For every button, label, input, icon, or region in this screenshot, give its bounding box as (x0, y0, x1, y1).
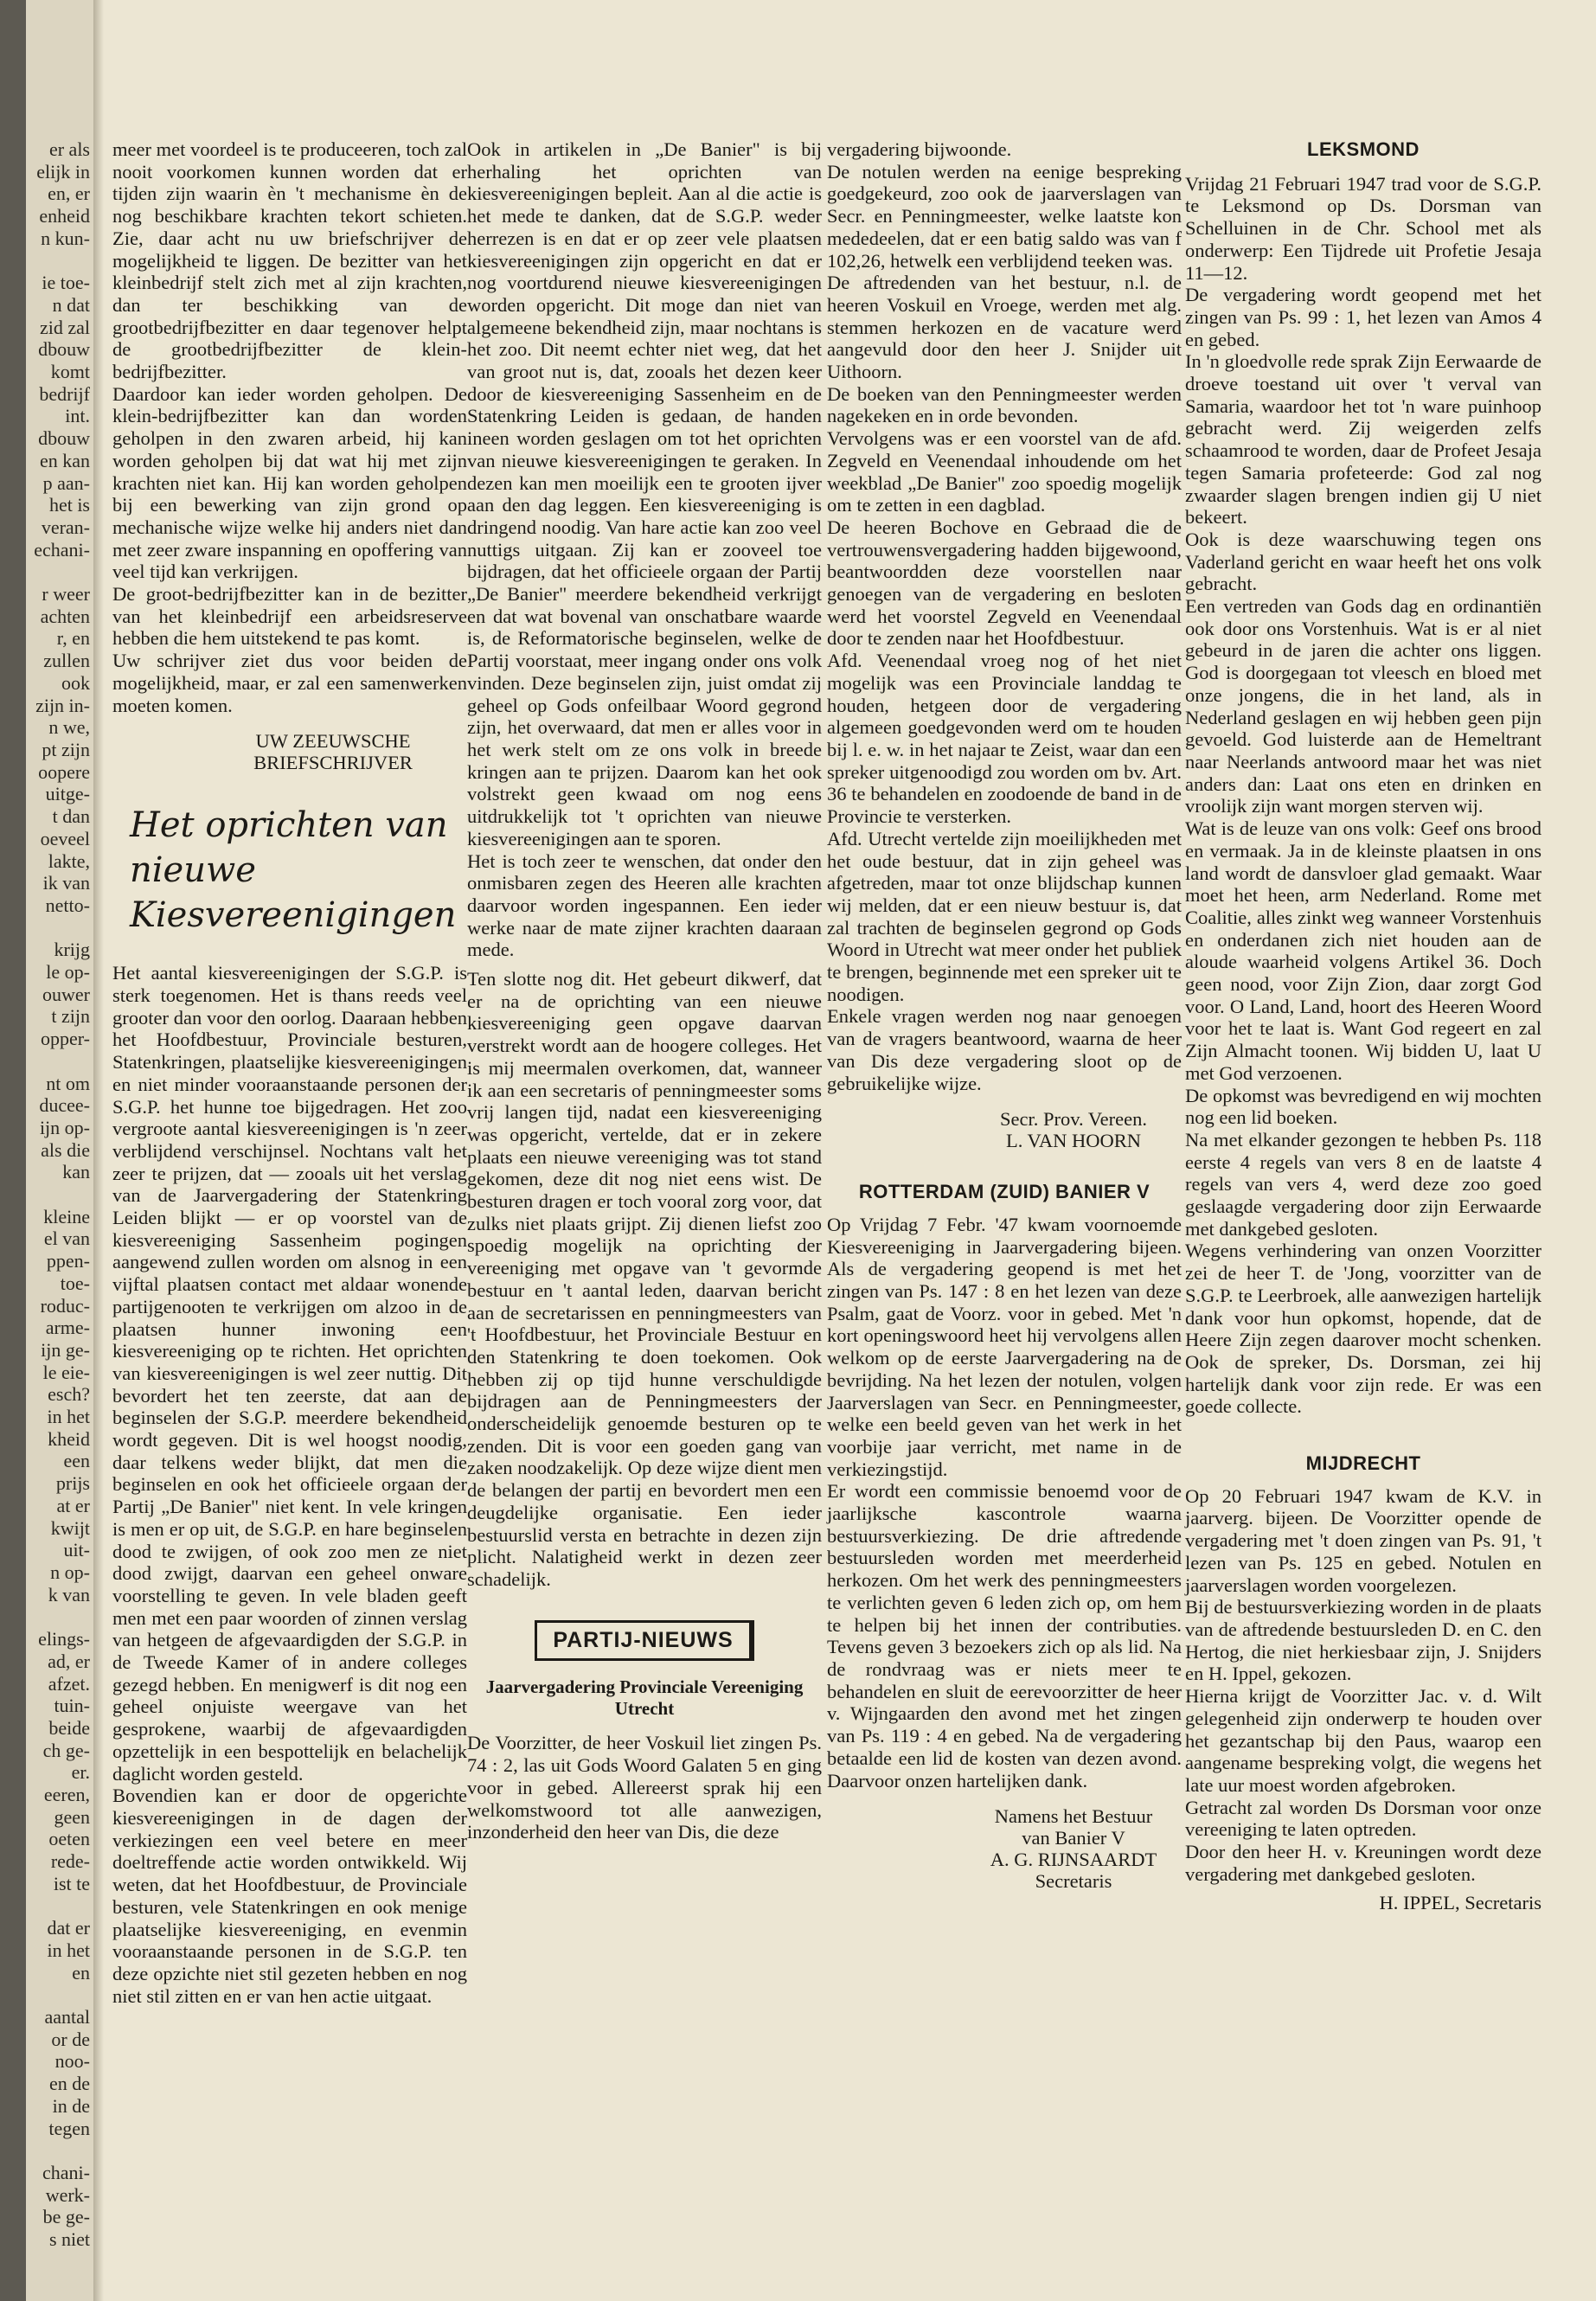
section-heading: MIJDRECHT (1305, 1452, 1421, 1475)
signature-line: A. G. RIJNSAARDT (990, 1849, 1157, 1871)
signature-line: Secretaris (1035, 1870, 1112, 1893)
section-box-wrap (467, 1620, 822, 1662)
signature-line: UW ZEEUWSCHE (255, 730, 411, 753)
column-3 (827, 138, 1182, 1892)
previous-page-text: er als elijk in en, er enheid n kun- ie toe- n dat zid zal dbouw komt bedrijf int. dbouw en kan p aan- het is veran- echani- r weer achten r, en zullen ook zijn in- n we, pt zijn oopere uitge- t dan oeveel lakte, ik van netto- krijg le op- ouwer t zijn opper- nt om ducee- ijn op- als die kan kleine el van ppen- toe- roduc- arme- ijn ge- le eie- esch? in het kheid een prijs at er kwijt uit- n op- k van elings- ad, er afzet. tuin- beide ch ge- er. eeren, geen oeten rede- ist te dat er in het en aantal or de noo- en de in de tegen chani- werk- be ge- s niet (34, 138, 90, 2251)
paragraph: Het aantal kiesvereenigingen der S.G.P. is sterk toegenomen. Het is thans reeds veel grooter dan voor den oorlog. Daaraan hebben het Hoofdbestuur, Provinciale besturen, Statenkringen, plaatselijke kiesvereenigingen en niet minder vooraanstaande personen der S.G.P. het hunne toe bijgedragen. Het zoo vergroote aantal kiesvereenigingen is 'n zeer verblijdend verschijnsel. Nochtans valt het zeer te prijzen, dat — zooals uit het verslag van de Jaarvergadering der Statenkring Leiden blijkt — er op voorstel van de kiesvereeniging Sassenheim pogingen aangewend zullen worden om alsnog in een vijftal plaatsen contact met aldaar wonende partijgenooten te verkrijgen om alzoo in de plaatsen hunner inwoning een kiesvereeniging op te richten. Het oprichten van kiesvereenigingen is wel zeer nuttig. Dit bevordert het ten zeerste, dat aan de beginselen der S.G.P. meerdere bekendheid wordt gegeven. Dit is wel hoogst noodig, daar telkens weder blijkt, dat men die beginselen en ook het officieele orgaan der Partij „De Banier" niet kent. In vele kringen is men er op uit, de S.G.P. en hare beginselen dood te zwijgen, of ook zoo men ze niet dood zwijgt, daarvan een geheel onware voorstelling te geven. In vele bladen geeft men met een paar woorden of zinnen verslag van hetgeen de afgevaardigden der S.G.P. in de Tweede Kamer of in andere colleges gezegd hebben. En menigwerf is dit nog een geheel onjuiste weergave van het gesprokene, waarbij de afgevaardigden opzettelijk in een bespottelijk en belachelijk daglicht worden gesteld. (112, 962, 467, 1785)
paragraph: De opkomst was bevredigend en wij mochten nog een lid boeken. (1185, 1084, 1542, 1129)
paragraph: Op 20 Februari 1947 kwam de K.V. in jaarverg. bijeen. De Voorzitter opende de vergadering met 't doen zingen van Ps. 91, 't lezen van Ps. 125 en gebed. Notulen en jaarverslagen worden voorgelezen. (1185, 1484, 1542, 1596)
signature (827, 1805, 1182, 1892)
paragraph: De vergadering wordt geopend met het zingen van Ps. 99 : 1, het lezen van Amos 4 en gebed. (1185, 284, 1542, 350)
paragraph: Een vertreden van Gods dag en ordinantiën ook door ons Vorstenhuis. Wat is er al niet gebeurd in de jaren die achter ons liggen. God is doorgegaan tot vleesch en bloed met onze jongens, die in het land, als in Nederland geslagen en wij hebben geen pijn gevoeld. God luisterde aan de Hemeltrant naar Neerlands antwoord maar het was niet anders dan: Laat ons eten en drinken en vroolijk zijn want morgen sterven wij. (1185, 595, 1542, 817)
paragraph: Er wordt een commissie benoemd voor de jaarlijksche kascontrole waarna bestuursverkiezing. De drie aftredende bestuursleden worden met meerderheid herkozen. Om het werk des penningmeesters te verlichten geven 6 leden zich op, om hem te helpen bij het innen der contributies. Tevens geven 3 bezoekers zich op als lid. Na de rondvraag was er niets meer te behandelen en sluit de eerevoorzitter de heer v. Wijngaarden den avond met het zingen van Ps. 119 : 4 en gebed. Na de vergadering betaalde een lid de kosten van dezen avond. Daarvoor onzen hartelijken dank. (827, 1480, 1182, 1791)
paragraph: Ten slotte nog dit. Het gebeurt dikwerf, dat er na de oprichting van een nieuwe kiesvereeniging geen opgave daarvan verstrekt wordt aan de hoogere colleges. Het is mij meermalen overkomen, dat, wanneer ik aan een secretaris of penningmeester soms vrij langen tijd, nadat een kiesvereeniging was opgericht, vertelde, dat er in zekere plaats een nieuwe vereeniging was tot stand gekomen, deze dit nog niet eens wist. De besturen dragen er toch vooral zorg voor, dat zulks niet plaats grijpt. Zij dienen liefst zoo spoedig mogelijk na oprichting der vereeniging met opgave van 't gevormde bestuur en 't aantal leden, daarvan bericht aan de secretarissen en penningmeesters van 't Hoofdbestuur, het Provinciale Bestuur en den Statenkring te doen toekomen. Ook hebben zij op tijd hunne verschuldigde bijdragen aan de Penningmeesters der onderscheidelijk genoemde besturen op te zenden. Dit is voor een goeden gang van zaken noodzakelijk. Op deze wijze dient men de belangen der partij en bevordert men een deugdelijke organisatie. Een ieder bestuurslid versta en betrachte in dezen zijn plicht. Nalatigheid werkt in dezen zeer schadelijk. (467, 968, 822, 1590)
signature-line: BRIEFSCHRIJVER (253, 752, 413, 774)
paragraph: De groot-bedrijfbezitter kan in de bezitter van het kleinbedrijf een arbeidsreserve hebben die hem uitstekend te pas komt. (112, 583, 467, 650)
paragraph: Ook is deze waarschuwing tegen ons Vaderland gericht en waar heeft het ons volk gebracht. (1185, 528, 1542, 595)
paragraph: Bovendien kan er door de opgerichte kiesvereenigingen in de dagen der verkiezingen een veel betere en meer doeltreffende actie worden ontwikkeld. Wij weten, dat het Hoofdbestuur, de Provinciale besturen, vele Statenkringen en ook menige plaatselijke kiesvereeniging, en evenmin vooraanstaande personen in de S.G.P. ten deze opzichte niet stil gezeten hebben en nog niet stil zitten en er van hen actie uitgaat. (112, 1785, 467, 2007)
paragraph: Vrijdag 21 Februari 1947 trad voor de S.G.P. te Leksmond op Ds. Dorsman van Schelluinen in de Chr. School met als onderwerp: Een Tijdrede uit Profetie Jesaja 11—12. (1185, 172, 1542, 284)
signature-line: Namens het Bestuur (994, 1805, 1153, 1828)
section-heading: LEKSMOND (1307, 138, 1420, 160)
paragraph: Vervolgens was er een voorstel van de afd. Zegveld en Veenendaal inhoudende om het weekblad „De Banier" zoo spoedig mogelijk om te zetten in een dagblad. (827, 427, 1182, 516)
paragraph: Afd. Veenendaal vroeg nog of het niet mogelijk was een Provinciale landdag te houden, hetgeen door de vergadering algemeen goedgevonden werd om te houden bij l. e. w. in het najaar te Zeist, waar dan een spreker uitgenoodigd zou worden om bv. Art. 36 te behandelen en zoodoende de band in de Provincie te versterken. (827, 650, 1182, 828)
column-1 (112, 138, 467, 2007)
paragraph: De boeken van den Penningmeester werden nagekeken en in orde bevonden. (827, 382, 1182, 427)
section-heading: ROTTERDAM (ZUID) BANIER V (858, 1181, 1151, 1203)
heading-line: nieuwe Kiesvereenigingen (130, 850, 457, 936)
signature-line: L. VAN HOORN (1005, 1130, 1142, 1152)
paragraph: Wegens verhindering van onzen Voorzitter zei de heer T. de 'Jong, voorzitter van de S.G.P. te Leerbroek, alle aanwezigen hartelijk dank voor hun opkomst, hopende, dat de Heere Zijn zegen daarover mocht schenken. Ook de spreker, Ds. Dorsman, zei hij hartelijk dank voor zijn rede. Er was een goede collecte. (1185, 1240, 1542, 1418)
page-fold (93, 0, 104, 2301)
partij-nieuws-box: PARTIJ-NIEUWS (535, 1620, 753, 1662)
paragraph: Afd. Utrecht vertelde zijn moeilijkheden met het oude bestuur, dat in zijn geheel was afgetreden, maar tot onze blijdschap kunnen wij melden, dat er een nieuw bestuur is, dat zal trachten de beginselen gegrond op Gods Woord in Utrecht wat meer onder het publiek te brengen, beginnende met een spreker uit te noodigen. (827, 827, 1182, 1005)
paragraph: In 'n gloedvolle rede sprak Zijn Eerwaarde de droeve toestand uit over 't verval van Samaria, waardoor het tot 'n ware puinhoop gebracht werd. Zij weigerden zelfs schaamrood te worden, daar de Profeet Jesaja tegen Samaria profeteerde: God zal nog zwaarder slagen brengen indien gij U niet bekeert. (1185, 350, 1542, 529)
paragraph: Door den heer H. v. Kreuningen wordt deze vergadering met dankgebed gesloten. (1185, 1841, 1542, 1885)
signature: H. IPPEL, Secretaris (1379, 1892, 1542, 1914)
sub-heading: Jaarvergadering Provinciale Vereeniging Utrecht (485, 1676, 804, 1720)
paragraph: Getracht zal worden Ds Dorsman voor onze vereeniging te laten optreden. (1185, 1796, 1542, 1841)
paragraph: De Voorzitter, de heer Voskuil liet zingen Ps. 74 : 2, las uit Gods Woord Galaten 5 en ging voor in gebed. Allereerst sprak hij een welkomstwoord tot alle aanwezigen, inzonderheid den heer van Dis, die deze (467, 1732, 822, 1843)
paragraph: Op Vrijdag 7 Febr. '47 kwam voornoemde Kiesvereeniging in Jaarvergadering bijeen. Als de vergadering geopend is met het zingen van Ps. 147 : 8 en het lezen van deze Psalm, gaat de Voorz. voor in gebed. Met 'n kort openingswoord heet hij vervolgens allen welkom op de eerste Jaarvergadering na de bevrijding. Na het lezen der notulen, volgen Jaarverslagen van Secr. en Penningmeester, welke een beeld geven van het werk in het voorbije jaar verricht, met name in de verkiezingstijd. (827, 1213, 1182, 1480)
paragraph: vergadering bijwoonde. (827, 138, 1012, 160)
column-4 (1185, 138, 1542, 1913)
signature-line: Secr. Prov. Vereen. (1000, 1108, 1147, 1131)
paragraph: Uw schrijver ziet dus voor beiden de mogelijkheid, maar, er zal een samenwerken moeten komen. (112, 650, 467, 716)
column-2 (467, 138, 822, 1843)
paragraph: meer met voordeel is te produceeren, toch zal nooit voorkomen kunnen worden dat er tijden zijn waarin èn 't mechanisme èn de nog beschikbare krachten tekort schieten. Zie, daar acht nu uw briefschrijver de mogelijkheid te liggen. De bezitter van het kleinbedrijf stelt zich met al zijn krachten, dan ter beschikking van de grootbedrijfbezitter en daar tegenover helpt de grootbedrijfbezitter de klein-bedrijfbezitter. (112, 138, 467, 383)
paragraph: Ook in artikelen in „De Banier" is bij herhaling het oprichten van kiesvereenigingen bepleit. Aan al die actie is het mede te danken, dat de S.G.P. weder herrezen is en dat er op zeer vele plaatsen kiesvereenigingen zijn opgericht en dat er nog voortdurend nieuwe kiesvereenigingen worden opgericht. Dit moge dan niet van algemeene bekendheid zijn, maar nochtans is het zoo. Dit neemt echter niet weg, dat het van groot nut is, dat, zooals het dezen keer door de kiesvereeniging Sassenheim en de Statenkring Leiden is gedaan, de handen ineen worden geslagen om tot het oprichten van nieuwe kiesvereenigingen te geraken. In dezen kan men moeilijk een te grooten ijver aan den dag leggen. Een kiesvereeniging is dringend noodig. Van hare actie kan zoo veel nuttigs uitgaan. Zij kan er zooveel toe bijdragen, dat het officieele orgaan der Partij „De Banier" meerdere bekendheid verkrijgt en dat wat bovenal van onschatbare waarde is, de Reformatorische beginselen, welke de Partij voorstaat, meer ingang onder ons volk vinden. Deze beginselen zijn, juist omdat zij geheel op Gods onfeilbaar Woord gegrond zijn, het overwaard, dat men er alles voor in het werk stelt om ze ons volk in breede kringen aan te prijzen. Daarom kan het ook volstrekt geen kwaad om nog eens uitdrukkelijk tot 't oprichten van nieuwe kiesvereenigingen aan te sporen. (467, 138, 822, 849)
signature (112, 730, 467, 773)
signature-line: van Banier V (1022, 1827, 1125, 1849)
heading-line: Het oprichten van (130, 805, 448, 846)
article-heading (130, 803, 467, 938)
paragraph: Wat is de leuze van ons volk: Geef ons brood en vermaak. Ja in de kleinste plaatsen in ons land wordt de dansvloer glad gemaakt. Waar moet het heen, arm Nederland. Rome met Coalitie, alles zinkt weg wanneer Vorstenhuis en onderdanen zich niet houden aan de aloude waarheid volgens Artikel 36. Doch geen nood, voor Zijn Zion, daar zorgt God voor. O Land, Land, hoort des Heeren Woord voor het te laat is. Want God regeert en zal Zijn Almacht toonen. Wij bidden U, laat U met God verzoenen. (1185, 817, 1542, 1084)
scan-margin (0, 0, 26, 2301)
paragraph: Enkele vragen werden nog naar genoegen van de vragers beantwoord, waarna de heer van Dis deze vergadering sloot op de gebruikelijke wijze. (827, 1005, 1182, 1094)
paragraph: Daardoor kan ieder worden geholpen. De klein-bedrijfbezitter kan dan worden geholpen in den zwaren arbeid, hij kan worden geholpen bij dat wat hij met zijn krachten niet kan. Hij kan worden geholpen bij een bewerking van zijn grond op mechanische wijze welke hij anders niet dan met zeer zware inspanning en opoffering van veel tijd kan verkrijgen. (112, 382, 467, 583)
paragraph: Na met elkander gezongen te hebben Ps. 118 eerste 4 regels van vers 8 en de laatste 4 regels van vers 4, werd deze zoo goed geslaagde vergadering door zijn Eerwaarde met dankgebed gesloten. (1185, 1128, 1542, 1240)
paragraph: De heeren Bochove en Gebraad die de vertrouwensvergadering hadden bijgewoond, beantwoordden deze voorstellen naar genoegen van de vergadering en besloten werd het voorstel Zegveld en Veenendaal door te zenden naar het Hoofdbestuur. (827, 516, 1182, 650)
paragraph: De notulen werden na eenige bespreking goedgekeurd, zoo ook de jaarverslagen van Secr. en Penningmeester, welke laatste kon mededeelen, dat er een batig saldo was van f 102,26, hetwelk een verblijdend teeken was. (827, 160, 1182, 272)
paragraph: Het is toch zeer te wenschen, dat onder den onmisbaren zegen des Heeren alle krachten daarvoor worden ingespannen. Een ieder werke naar de mate zijner krachten daaraan mede. (467, 849, 822, 961)
paragraph: De aftredenden van het bestuur, n.l. de heeren Voskuil en Vroege, werden met alg. stemmen herkozen en de vacature werd aangevuld door den heer J. Snijder uit Uithoorn. (827, 272, 1182, 383)
paragraph: Bij de bestuursverkiezing worden in de plaats van de aftredende bestuursleden D. en C. den Hertog, die niet herkiesbaar zijn, J. Snijders en H. Ippel, gekozen. (1185, 1596, 1542, 1685)
paragraph: Hierna krijgt de Voorzitter Jac. v. d. Wilt gelegenheid zijn onderwerp te houden over het gezantschap bij den Paus, waarop een aangename bespreking volgt, die wegens het late uur moest worden afgebroken. (1185, 1685, 1542, 1796)
signature (827, 1108, 1182, 1151)
